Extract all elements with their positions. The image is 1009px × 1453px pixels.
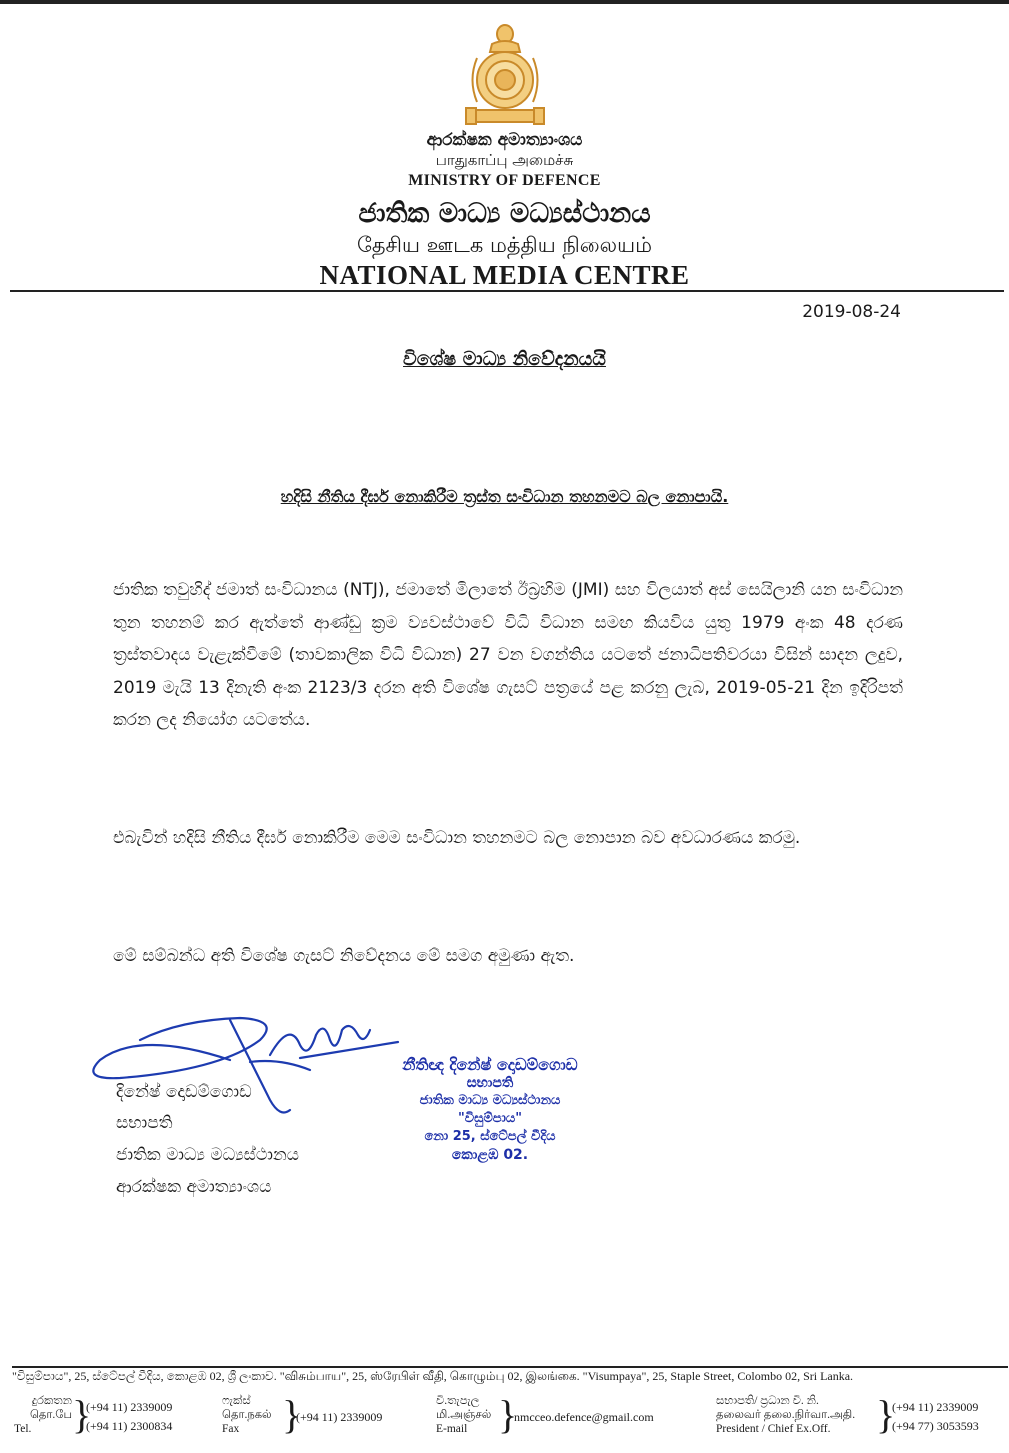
- tel-label-english: Tel.: [14, 1423, 32, 1435]
- signatory-organization: ජාතික මාධ්‍ය මධ්‍යස්ථානය: [116, 1145, 300, 1165]
- fax-label-english: Fax: [222, 1423, 240, 1435]
- ministry-name-sinhala: ආරක්ෂක අමාත්‍යාංශය: [426, 130, 583, 150]
- stamp-line-role: සභාපති: [466, 1075, 514, 1091]
- email-label-english: E-mail: [436, 1423, 468, 1435]
- body-paragraph-1: ජාතික තවුහිද් ජමාත් සංවිධානය (NTJ), ජමාතේ මිලාතේ ඊබ්‍රහිම (JMI) සහ විලයාත් අස් සෙයිලානි යන සංවිධාන තුන තහනම් කර ඇත්තේ ආණ්ඩු ක්‍රම ව්‍යවස්ථාවේ විධි විධාන සමඟ කියවිය යුතු 1979 අංක 48 දරණ ත්‍රස්තවාදය වැළැක්වීමේ (තාවකාලික විධි විධාන) 27 වන වගන්තිය යටතේ ජනාධිපතිවරයා විසින් සාදන ලදුව, 2019 මැයි 13 දිනැති අංක 2123/3 දරන අති විශේෂ ගැසට් පත්‍රයේ පළ කරනු ලැබ, 2019-05-21 දින ඉදිරිපත් කරන ලද නියෝග යටතේය.: [113, 580, 903, 730]
- footer-address: "විසුම්පාය", 25, ස්ටේපල් වීදිය, කොළඹ 02, ශ්‍රී ලංකාව. "விசும்பாய", 25, ஸ்ரேபிள் வீதி, கொழும்பு 02, இலங்கை. "Visumpaya", 25, Staple Street, Colombo 02, Sri Lanka.: [12, 1369, 854, 1383]
- body-paragraph-3: මේ සම්බන්ධ අති විශේෂ ගැසට් නිවේදනය මේ සමග අමුණා ඇත.: [113, 946, 575, 966]
- stamp-line-name: නීතිඥ දිනේෂ් දොඩම්ගොඩ: [402, 1055, 578, 1074]
- centre-name-sinhala: ජාතික මාධ්‍ය මධ්‍යස්ථානය: [358, 198, 651, 229]
- president-label-tamil: தலைவர் தலை.நிர்வா.அதி.: [716, 1409, 856, 1421]
- document-date: 2019-08-24: [802, 302, 901, 322]
- email-label-sinhala: වි.තැපැල: [436, 1395, 480, 1407]
- centre-name-english: NATIONAL MEDIA CENTRE: [319, 260, 690, 290]
- ministry-name-english: MINISTRY OF DEFENCE: [408, 172, 601, 189]
- top-border: [0, 0, 1009, 4]
- fax-brace: }: [282, 1392, 302, 1437]
- centre-name-tamil: தேசிய ஊடக மத்திய நிலையம்: [356, 233, 653, 257]
- ministry-name-tamil: பாதுகாப்பு அமைச்சு: [435, 151, 574, 169]
- tel-brace: }: [72, 1392, 92, 1437]
- stamp-line-building: "විසුම්පාය": [457, 1111, 522, 1126]
- fax-number: (+94 11) 2339009: [296, 1410, 383, 1424]
- signatory-name: දිනේෂ් දොඩම්ගොඩ: [116, 1082, 252, 1102]
- header-divider: [10, 290, 1004, 292]
- email-brace: }: [498, 1392, 518, 1437]
- document-headline: හදිසි නීතිය දීර්ඝ නොකිරීම ත්‍රස්ත සංවිධාන තහනමට බල නොපායි.: [280, 487, 729, 506]
- fax-label-tamil: தொ.நகல்: [222, 1409, 272, 1421]
- fax-label-sinhala: ෆැක්ස්: [222, 1395, 251, 1407]
- president-number-1: (+94 11) 2339009: [892, 1400, 979, 1414]
- email-address[interactable]: nmcceo.defence@gmail.com: [514, 1410, 654, 1424]
- sri-lanka-emblem-icon: [462, 18, 548, 130]
- signatory-ministry: ආරක්ෂක අමාත්‍යාංශය: [116, 1177, 272, 1197]
- footer-divider: [12, 1366, 1008, 1368]
- stamp-line-city: කොළඹ 02.: [451, 1147, 529, 1163]
- president-brace: }: [876, 1392, 896, 1437]
- tel-label-sinhala: දුරකතන: [31, 1395, 72, 1407]
- tel-number-1: (+94 11) 2339009: [86, 1400, 173, 1414]
- president-label-sinhala: සභාපති/ ප්‍රධාන වි. නි.: [716, 1395, 819, 1407]
- president-label-english: President / Chief Ex.Off.: [716, 1423, 831, 1435]
- stamp-line-org: ජාතික මාධ්‍ය මධ්‍යස්ථානය: [419, 1093, 561, 1108]
- official-stamp: [360, 1056, 620, 1164]
- signatory-role: සභාපති: [116, 1113, 173, 1133]
- email-label-tamil: மி.அஞ்சல்: [436, 1409, 492, 1421]
- tel-number-2: (+94 11) 2300834: [86, 1419, 173, 1433]
- document-title: විශේෂ මාධ්‍ය නිවේදනයයි: [403, 348, 606, 370]
- stamp-line-street: නො 25, ස්ටේපල් වීදිය: [424, 1129, 556, 1144]
- tel-label-tamil: தொ.பே: [29, 1409, 72, 1421]
- body-paragraph-2: එබැවින් හදිසි නීතිය දීර්ඝ නොකිරීම මෙම සංවිධාන තහනමට බල නොපාන බව අවධාරණය කරමු.: [113, 828, 801, 848]
- president-number-2: (+94 77) 3053593: [892, 1419, 979, 1433]
